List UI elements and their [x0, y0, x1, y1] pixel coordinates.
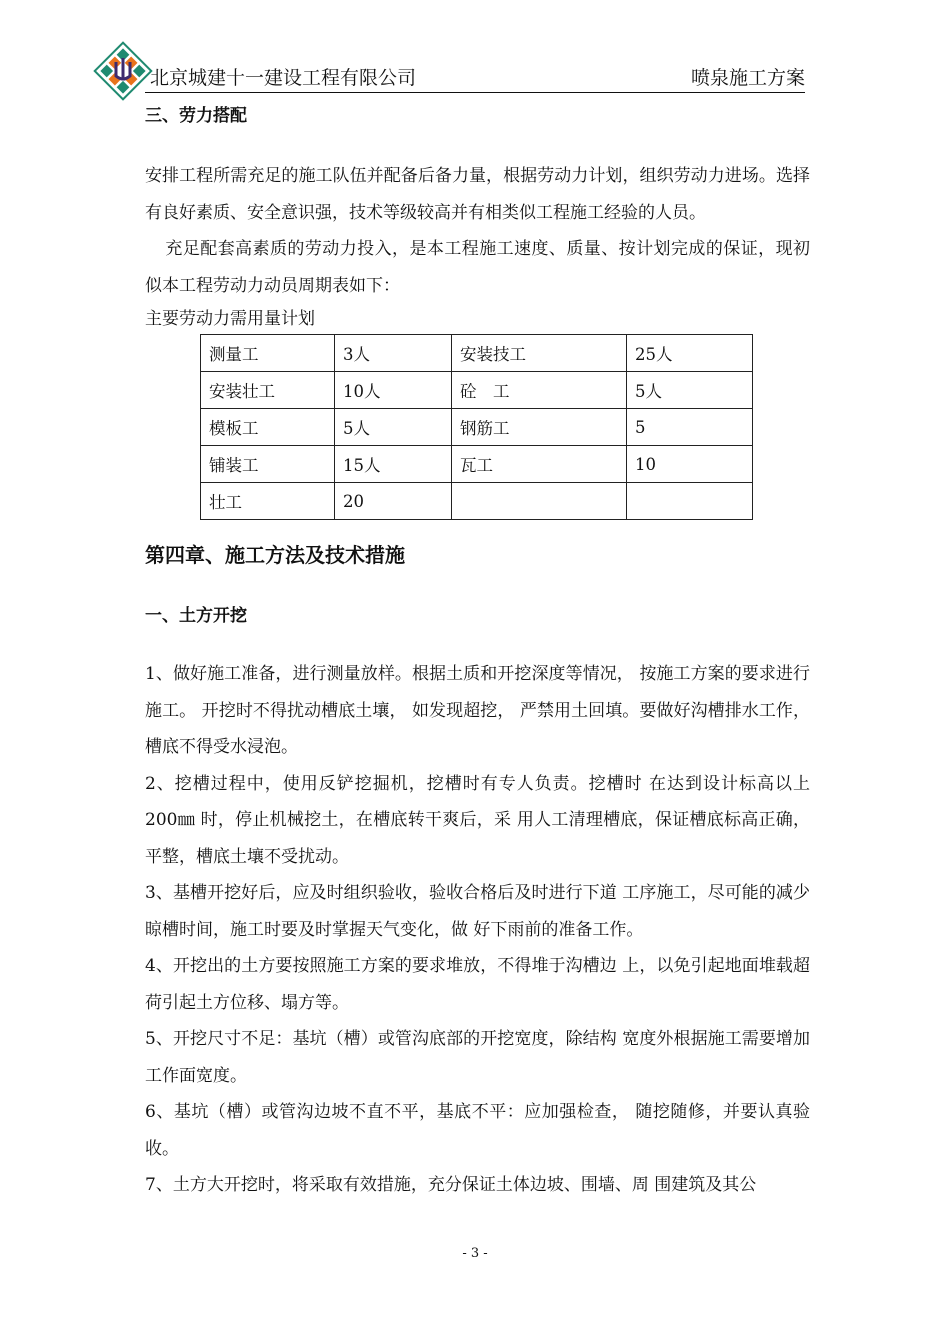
table-caption: 主要劳动力需用量计划 — [145, 309, 315, 329]
table-cell: 钢筋工 — [452, 409, 627, 446]
table-cell: 测量工 — [201, 335, 335, 372]
labor-paragraph-2: 充足配套高素质的劳动力投入，是本工程施工速度、质量、按计划完成的保证，现初似本工程劳动力动员周期表如下： — [145, 239, 810, 296]
table-cell — [627, 483, 753, 520]
section-heading-earthwork: 一、土方开挖 — [145, 606, 247, 626]
table-cell: 模板工 — [201, 409, 335, 446]
table-cell: 20 — [335, 483, 452, 520]
header-company-name: 北京城建十一建设工程有限公司 — [150, 67, 417, 89]
table-cell: 壮工 — [201, 483, 335, 520]
earthwork-item: 2、挖槽过程中，使用反铲挖掘机，挖槽时有专人负责。挖槽时 在达到设计标高以上 200㎜ 时，停止机械挖土，在槽底转干爽后，采 用人工清理槽底，保证槽底标高正确，平整，槽底土壤不受扰动。 — [145, 773, 810, 867]
page-number: - 3 - — [462, 1246, 488, 1261]
earthwork-item: 6、基坑（槽）或管沟边坡不直不平，基底不平：应加强检查， 随挖随修，并要认真验收。 — [145, 1102, 810, 1159]
table-cell: 安装技工 — [452, 335, 627, 372]
table-row — [201, 446, 753, 483]
earthwork-item: 7、土方大开挖时，将采取有效措施，充分保证土体边坡、围墙、周 围建筑及其公 — [145, 1175, 757, 1195]
table-cell: 5人 — [335, 409, 452, 446]
labor-plan-table — [200, 334, 753, 520]
chapter-title: 第四章、施工方法及技术措施 — [145, 543, 405, 567]
section-heading-labor: 三、劳力搭配 — [145, 106, 247, 126]
table-row — [201, 483, 753, 520]
table-cell: 3人 — [335, 335, 452, 372]
table-cell: 5 — [627, 409, 753, 446]
table-cell: 5人 — [627, 372, 753, 409]
table-cell: 安装壮工 — [201, 372, 335, 409]
labor-paragraph-1: 安排工程所需充足的施工队伍并配备后备力量，根据劳动力计划，组织劳动力进场。选择有良好素质、安全意识强，技术等级较高并有相类似工程施工经验的人员。 — [145, 166, 810, 223]
table-cell: 15人 — [335, 446, 452, 483]
earthwork-item: 5、开挖尺寸不足：基坑（槽）或管沟底部的开挖宽度，除结构 宽度外根据施工需要增加工作面宽度。 — [145, 1029, 810, 1086]
table-row — [201, 335, 753, 372]
earthwork-item: 1、做好施工准备，进行测量放样。根据土质和开挖深度等情况， 按施工方案的要求进行施工。 开挖时不得扰动槽底土壤， 如发现超挖， 严禁用土回填。要做好沟槽排水工作，槽底不得受水浸泡。 — [145, 664, 810, 757]
page-content — [145, 98, 810, 1204]
table-cell — [452, 483, 627, 520]
table-row — [201, 409, 753, 446]
header-rule — [145, 92, 805, 93]
table-cell: 10 — [627, 446, 753, 483]
earthwork-item: 4、开挖出的土方要按照施工方案的要求堆放，不得堆于沟槽边 上，以免引起地面堆载超荷引起土方位移、塌方等。 — [145, 956, 810, 1013]
header-document-title: 喷泉施工方案 — [690, 67, 805, 89]
table-cell: 瓦工 — [452, 446, 627, 483]
table-cell: 10人 — [335, 372, 452, 409]
table-row — [201, 372, 753, 409]
table-cell: 砼 工 — [452, 372, 627, 409]
table-cell: 铺装工 — [201, 446, 335, 483]
table-cell: 25人 — [627, 335, 753, 372]
earthwork-item: 3、基槽开挖好后，应及时组织验收，验收合格后及时进行下道 工序施工，尽可能的减少晾槽时间，施工时要及时掌握天气变化，做 好下雨前的准备工作。 — [145, 883, 810, 940]
